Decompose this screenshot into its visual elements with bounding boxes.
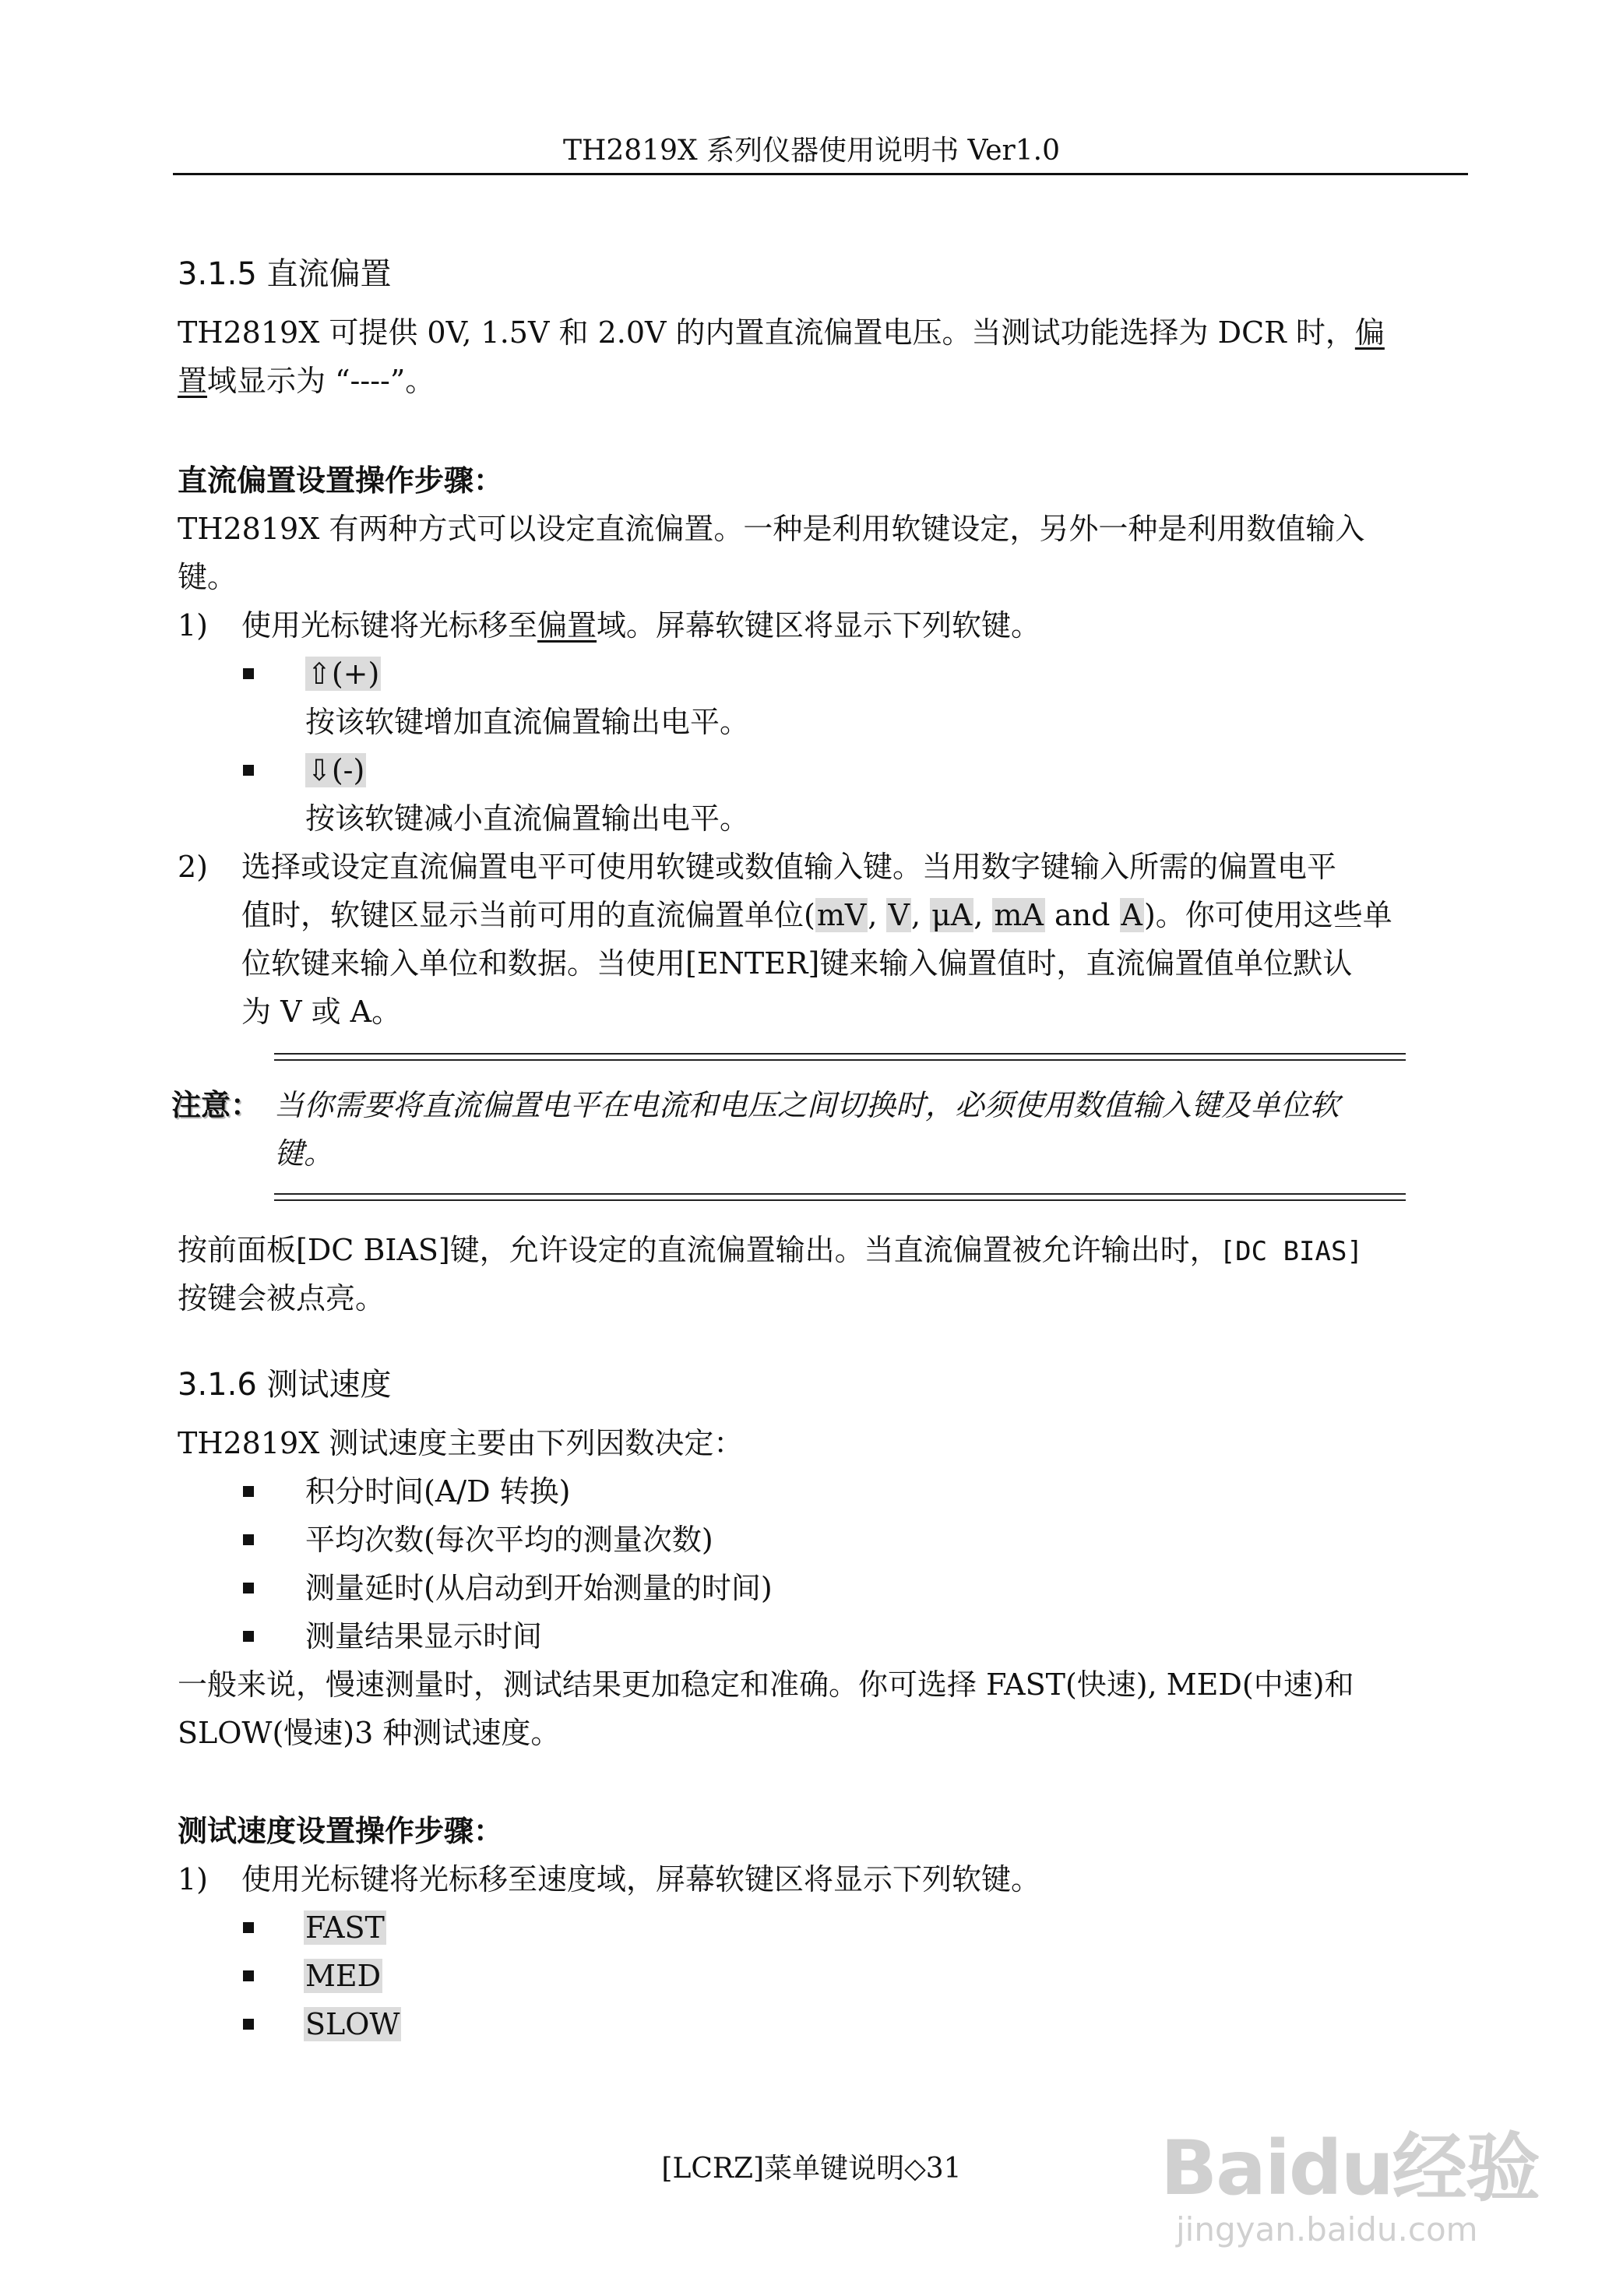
baidu-watermark-url: jingyan.baidu.com: [1176, 2210, 1478, 2248]
dc-bias-steps-intro-line2: 键。: [178, 560, 238, 594]
unit-ua[interactable]: μA: [931, 898, 973, 932]
bullet-marker: [243, 1631, 254, 1642]
section-315-intro-line2: 置域显示为 “----”。: [178, 364, 435, 398]
softkey-fast[interactable]: FAST: [305, 1910, 385, 1945]
factor-item: 测量结果显示时间: [305, 1619, 543, 1653]
bullet-marker: [243, 1534, 254, 1545]
step2-number: 2): [178, 850, 209, 884]
dc-bias-key-line2: 按键会被点亮。: [178, 1281, 386, 1315]
baidu-watermark-logo: Baidu经验: [1160, 2125, 1539, 2212]
softkey-increase[interactable]: ⇧(+): [307, 657, 380, 691]
note-top-divider: [274, 1053, 1406, 1061]
softkey-decrease-desc: 按该软键减小直流偏置输出电平。: [305, 801, 750, 836]
softkey-med[interactable]: MED: [305, 1959, 382, 1993]
factor-item: 测量延时(从启动到开始测量的时间): [305, 1571, 773, 1605]
bullet-marker: [243, 1583, 254, 1593]
section-315-intro-line1: TH2819X 可提供 0V, 1.5V 和 2.0V 的内置直流偏置电压。当测试功能选择为 DCR 时，偏: [178, 315, 1385, 350]
softkey-slow[interactable]: SLOW: [305, 2007, 400, 2041]
bullet-marker: [243, 668, 254, 679]
unit-ma[interactable]: mA: [994, 898, 1044, 932]
unit-a[interactable]: A: [1121, 898, 1142, 932]
factor-item: 平均次数(每次平均的测量次数): [305, 1523, 713, 1557]
softkey-decrease[interactable]: ⇩(-): [307, 753, 365, 787]
unit-mv[interactable]: mV: [816, 898, 867, 932]
section-315-heading: 3.1.5 直流偏置: [178, 256, 392, 292]
step1-text: 使用光标键将光标移至偏置域。屏幕软键区将显示下列软键。: [241, 608, 1041, 643]
speed-step1-number: 1): [178, 1862, 209, 1896]
note-bottom-divider: [274, 1193, 1406, 1201]
header-rule: [173, 173, 1468, 175]
speed-summary-line1: 一般来说，慢速测量时，测试结果更加稳定和准确。你可选择 FAST(快速), MED(中速)和: [178, 1667, 1354, 1702]
speed-summary-line2: SLOW(慢速)3 种测试速度。: [178, 1716, 561, 1750]
step1-number: 1): [178, 608, 209, 643]
dc-bias-key-line1: 按前面板[DC BIAS]键，允许设定的直流偏置输出。当直流偏置被允许输出时，[DC BIAS]: [178, 1233, 1363, 1267]
dc-bias-steps-title: 直流偏置设置操作步骤：: [178, 463, 504, 498]
bullet-marker: [243, 765, 254, 776]
note-line1: 当你需要将直流偏置电平在电流和电压之间切换时，必须使用数值输入键及单位软: [274, 1088, 1340, 1122]
footer-page-label: [LCRZ]菜单键说明◇31: [661, 2153, 962, 2185]
note-label: 注意：: [171, 1087, 261, 1122]
section-316-heading: 3.1.6 测试速度: [178, 1367, 392, 1403]
speed-step1-text: 使用光标键将光标移至速度域，屏幕软键区将显示下列软键。: [241, 1862, 1041, 1896]
dc-bias-steps-intro-line1: TH2819X 有两种方式可以设定直流偏置。一种是利用软键设定，另外一种是利用数值输入: [178, 512, 1365, 546]
step2-line3: 位软键来输入单位和数据。当使用[ENTER]键来输入偏置值时，直流偏置值单位默认: [241, 946, 1353, 981]
section-316-intro: TH2819X 测试速度主要由下列因数决定：: [178, 1426, 744, 1460]
factor-item: 积分时间(A/D 转换): [305, 1474, 571, 1509]
bullet-marker: [243, 1970, 254, 1981]
softkey-increase-desc: 按该软键增加直流偏置输出电平。: [305, 705, 750, 739]
bullet-marker: [243, 1922, 254, 1933]
unit-v[interactable]: V: [888, 898, 910, 932]
note-line2: 键。: [274, 1136, 334, 1171]
step2-line2: 值时，软键区显示当前可用的直流偏置单位(mV, V, μA, mA and A)。你可使用这些单: [241, 898, 1392, 932]
step2-line1: 选择或设定直流偏置电平可使用软键或数值输入键。当用数字键输入所需的偏置电平: [241, 850, 1337, 884]
bullet-marker: [243, 1486, 254, 1497]
step2-line4: 为 V 或 A。: [241, 995, 402, 1029]
bullet-marker: [243, 2019, 254, 2030]
header-title: TH2819X 系列仪器使用说明书 Ver1.0: [563, 135, 1060, 167]
speed-steps-title: 测试速度设置操作步骤：: [178, 1813, 504, 1848]
